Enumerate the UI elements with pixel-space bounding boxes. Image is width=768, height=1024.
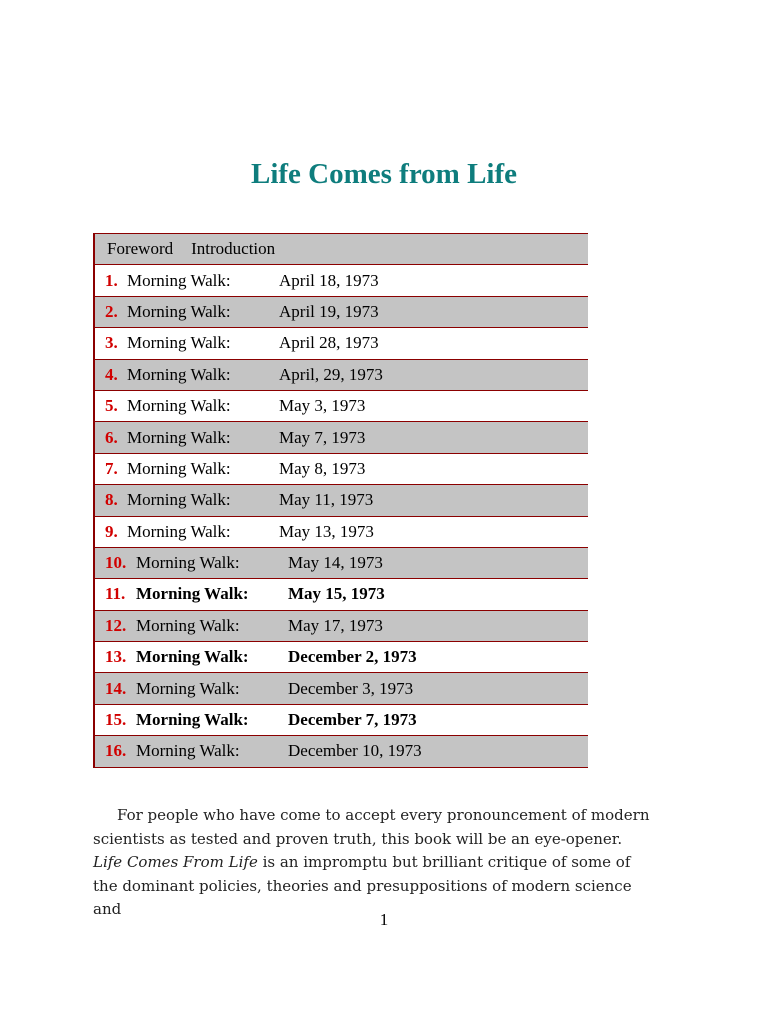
chapter-number: 1. [105, 270, 118, 290]
chapter-title[interactable]: Morning Walk: [127, 364, 231, 384]
chapter-title[interactable]: Morning Walk: [136, 553, 240, 573]
chapter-number: 11. [105, 584, 126, 604]
toc-row[interactable] [95, 360, 588, 391]
paragraph-text-2: is an impromptu but brilliant critique of some of the dominant policies, theories and presuppositions of modern science and [93, 853, 632, 918]
chapter-title[interactable]: Morning Walk: [127, 396, 231, 416]
chapter-title[interactable]: Morning Walk: [127, 521, 231, 541]
chapter-number: 14. [105, 678, 127, 698]
chapter-number: 6. [105, 427, 118, 447]
chapter-number: 8. [105, 490, 118, 510]
chapter-number: 16. [105, 741, 127, 761]
chapter-date[interactable]: May 8, 1973 [279, 458, 366, 478]
toc-row[interactable] [95, 736, 588, 767]
chapter-title[interactable]: Morning Walk: [127, 427, 231, 447]
toc-row[interactable] [95, 548, 588, 579]
paragraph-book-title: Life Comes From Life [93, 853, 258, 871]
intro-paragraph [93, 804, 653, 922]
chapter-number: 13. [105, 647, 127, 667]
chapter-date[interactable]: April 18, 1973 [279, 270, 379, 290]
page-title: Life Comes from Life [250, 158, 518, 190]
introduction-link[interactable]: Introduction [191, 239, 276, 259]
chapter-title[interactable]: Morning Walk: [127, 490, 231, 510]
chapter-date[interactable]: April 19, 1973 [279, 301, 379, 321]
chapter-title[interactable]: Morning Walk: [127, 458, 231, 478]
chapter-title[interactable]: Morning Walk: [136, 647, 249, 667]
chapter-number: 7. [105, 458, 118, 478]
chapter-title[interactable]: Morning Walk: [127, 301, 231, 321]
chapter-number: 15. [105, 710, 127, 730]
chapter-number: 2. [105, 301, 118, 321]
chapter-date[interactable]: May 3, 1973 [279, 396, 366, 416]
toc-row[interactable] [95, 422, 588, 453]
toc-row[interactable] [95, 454, 588, 485]
chapter-number: 10. [105, 553, 127, 573]
toc-row[interactable] [95, 517, 588, 548]
toc-header-row [95, 234, 588, 265]
chapter-date[interactable]: April 28, 1973 [279, 333, 379, 353]
toc-row[interactable] [95, 673, 588, 704]
toc-row[interactable] [95, 485, 588, 516]
chapter-number: 12. [105, 615, 127, 635]
chapter-date[interactable]: May 7, 1973 [279, 427, 366, 447]
chapter-title[interactable]: Morning Walk: [127, 270, 231, 290]
chapter-title[interactable]: Morning Walk: [136, 615, 240, 635]
toc-row[interactable] [95, 328, 588, 359]
toc-row[interactable] [95, 642, 588, 673]
chapter-date[interactable]: April, 29, 1973 [279, 364, 383, 384]
chapter-number: 3. [105, 333, 118, 353]
chapter-date[interactable]: May 14, 1973 [288, 553, 383, 573]
chapter-date[interactable]: December 7, 1973 [288, 710, 417, 730]
chapter-date[interactable]: December 2, 1973 [288, 647, 417, 667]
chapter-date[interactable]: May 17, 1973 [288, 615, 383, 635]
chapter-date[interactable]: May 11, 1973 [279, 490, 374, 510]
chapter-title[interactable]: Morning Walk: [127, 333, 231, 353]
chapter-date[interactable]: December 10, 1973 [288, 741, 422, 761]
chapter-number: 9. [105, 521, 118, 541]
chapter-date[interactable]: May 13, 1973 [279, 521, 374, 541]
chapter-title[interactable]: Morning Walk: [136, 710, 249, 730]
toc-row[interactable] [95, 297, 588, 328]
toc-row[interactable] [95, 611, 588, 642]
chapter-date[interactable]: May 15, 1973 [288, 584, 385, 604]
table-of-contents [93, 233, 588, 768]
chapter-date[interactable]: December 3, 1973 [288, 678, 414, 698]
foreword-link[interactable]: Foreword [107, 239, 174, 259]
chapter-title[interactable]: Morning Walk: [136, 741, 240, 761]
toc-row[interactable] [95, 705, 588, 736]
chapter-title[interactable]: Morning Walk: [136, 584, 249, 604]
chapter-title[interactable]: Morning Walk: [136, 678, 240, 698]
chapter-number: 4. [105, 364, 118, 384]
toc-row[interactable] [95, 579, 588, 610]
toc-row[interactable] [95, 391, 588, 422]
toc-row[interactable] [95, 265, 588, 296]
page-number: 1 [379, 910, 389, 929]
paragraph-text-1: For people who have come to accept every pronouncement of modern scientists as tested and proven truth, this book will be an eye-opener. [93, 806, 650, 848]
chapter-number: 5. [105, 396, 118, 416]
